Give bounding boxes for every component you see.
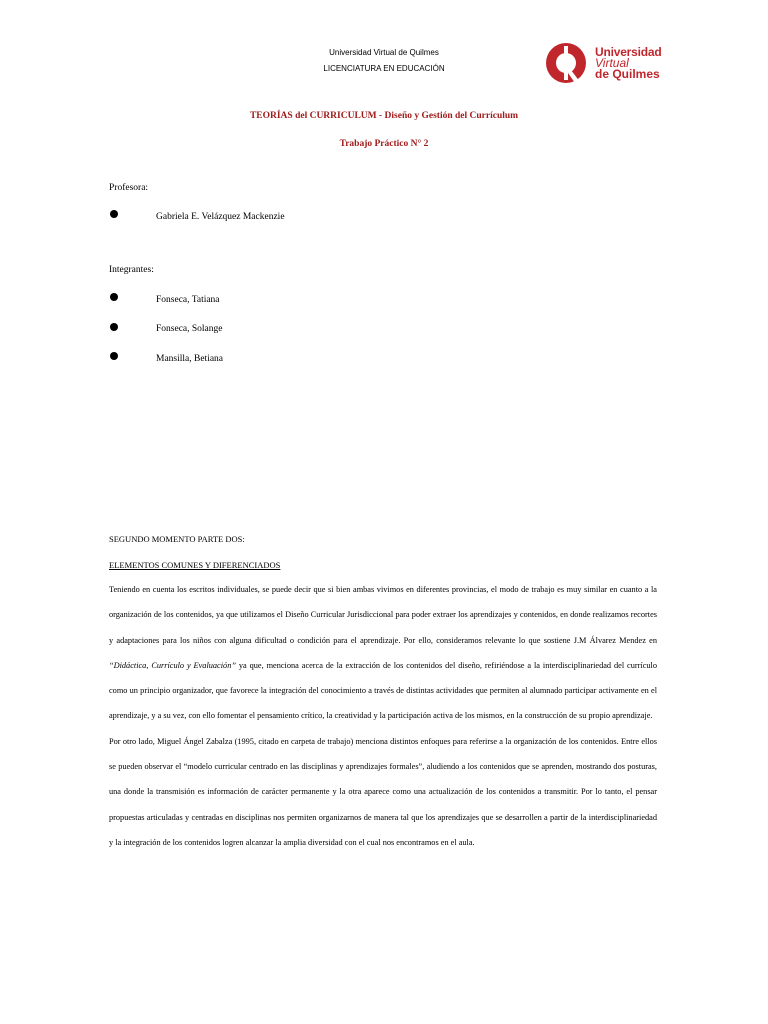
- bullet-icon: [110, 210, 118, 218]
- bullet-icon: [110, 352, 118, 360]
- member-name: Fonseca, Solange: [156, 324, 223, 334]
- professor-name: Gabriela E. Velázquez Mackenzie: [156, 212, 285, 222]
- document-title: TEORÍAS del CURRICULUM - Diseño y Gestión del Currículum: [249, 111, 519, 121]
- logo-line-1: Universidad: [595, 45, 662, 59]
- section-subheading: ELEMENTOS COMUNES Y DIFERENCIADOS: [109, 560, 281, 570]
- paragraph-text: ya que, menciona acerca de la extracción de los contenidos del diseño, refiriéndose a la interdisciplinariedad del currículo como un principio organizador, que favorece la integración del conocimiento a través de distintas actividades que permiten al alumnado participar activamente en el aprendizaje, y a su vez, con ello fomentar el pensamiento crítico, la creatividad y la participación activa de los mismos, en la construcción de su propio aprendizaje.: [109, 660, 657, 721]
- member-name: Mansilla, Betiana: [156, 354, 224, 364]
- body-text: [109, 577, 657, 855]
- bullet-icon: [110, 293, 118, 301]
- paragraph: Por otro lado, Miguel Ángel Zabalza (1995, citado en carpeta de trabajo) menciona distintos enfoques para referirse a la organización de los contenidos. Entre ellos se pueden observar el “modelo curricular centrado en las disciplinas y aprendizajes formales”, aludiendo a los contenidos que se aprenden, mostrando dos posturas, una donde la transmisión es información de carácter permanente y la otra aparece como una actualización de los contenidos a transmitir. Por lo tanto, el pensar propuestas articuladas y centradas en disciplinas nos permiten organizarnos de manera tal que los aprendizajes que se desarrollen a partir de la interdisciplinariedad y la integración de los contenidos logren alcanzar la amplia diversidad con el cual nos encontramos en el aula.: [109, 736, 657, 847]
- header-degree: LICENCIATURA EN EDUCACIÓN: [323, 64, 445, 73]
- members-label: Integrantes:: [109, 265, 154, 275]
- logo-line-2: Virtual: [595, 56, 629, 70]
- university-logo: [544, 42, 674, 86]
- logo-emblem-icon: [544, 42, 592, 86]
- logo-line-3: de Quilmes: [595, 67, 660, 81]
- professor-label: Profesora:: [109, 183, 149, 193]
- bullet-icon: [110, 323, 118, 331]
- book-title: “Didáctica, Currículo y Evaluación”: [109, 660, 236, 670]
- section-heading: SEGUNDO MOMENTO PARTE DOS:: [109, 534, 245, 544]
- paragraph: [109, 577, 657, 729]
- document-subtitle: Trabajo Práctico N° 2: [339, 139, 429, 149]
- member-name: Fonseca, Tatiana: [156, 295, 220, 305]
- paragraph-text: Teniendo en cuenta los escritos individuales, se puede decir que si bien ambas vivimos en diferentes provincias, el modo de trabajo es muy similar en cuanto a la organización de los contenidos, ya que utilizamos el Diseño Curricular Jurisdiccional para poder extraer los aprendizajes y contenidos, en donde realizamos recortes y adaptaciones para los niños con alguna dificultad o condición para el aprendizaje. Por ello, consideramos relevante lo que sostiene J.M Álvarez Mendez en: [109, 585, 657, 645]
- header-university: Universidad Virtual de Quilmes: [329, 48, 439, 57]
